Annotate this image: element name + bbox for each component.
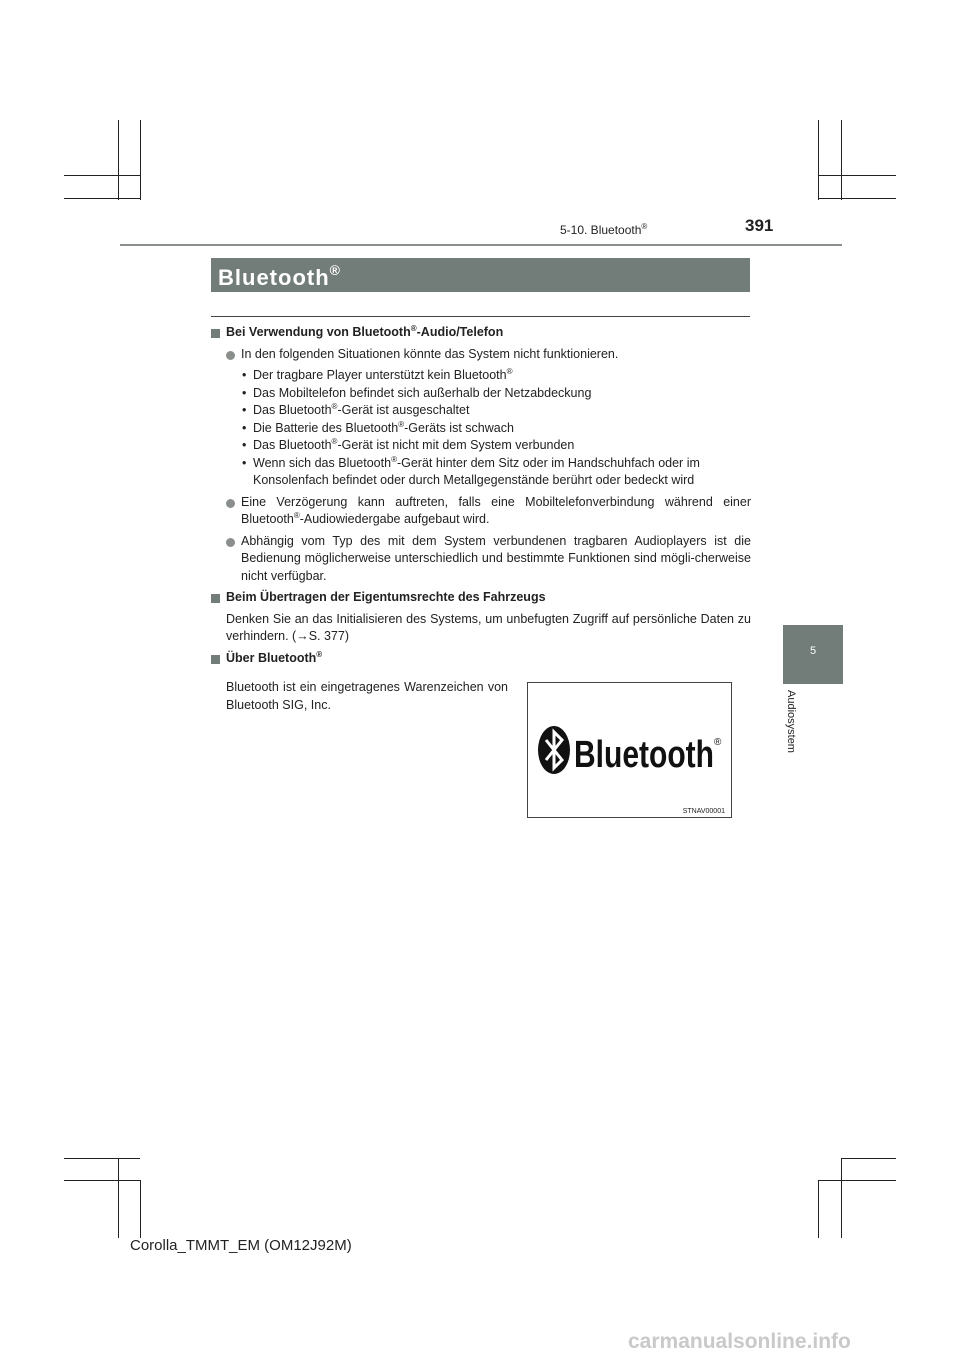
circle-bullet-icon <box>226 499 235 508</box>
square-bullet-icon <box>211 655 220 664</box>
square-bullet-icon <box>211 594 220 603</box>
bluetooth-logo <box>528 683 731 817</box>
crop-mark <box>118 120 119 200</box>
bluetooth-logo-figure <box>527 682 732 818</box>
crop-mark <box>118 1158 119 1238</box>
crop-mark <box>841 1158 842 1238</box>
crop-mark <box>64 1158 140 1159</box>
square-bullet-icon <box>211 329 220 338</box>
header-rule <box>120 244 842 246</box>
bullet-item: Eine Verzögerung kann auftreten, falls eine Mobiltelefonverbindung während einer Bluetooth®-Audiowiedergabe aufgebaut wird. <box>211 494 751 529</box>
bluetooth-logo-reg: ® <box>714 737 722 748</box>
arrow-icon: → <box>296 629 309 643</box>
section-heading-ownership: Beim Übertragen der Eigentumsrechte des Fahrzeugs <box>211 589 751 607</box>
crop-mark <box>64 175 140 176</box>
list-item: • Der tragbare Player unterstützt kein Bluetooth® <box>211 367 751 385</box>
section-heading-usage: Bei Verwendung von Bluetooth®-Audio/Telefon <box>211 324 751 342</box>
chapter-tab[interactable] <box>783 625 843 684</box>
chapter-label: Audiosystem <box>785 690 797 753</box>
ownership-text: Denken Sie an das Initialisieren des Systems, um unbefugten Zugriff auf persönliche Daten zu verhindern. (→S. 377) <box>226 611 751 643</box>
bluetooth-logo-word: Bluetooth <box>574 734 714 776</box>
figure-code: STNAV00001 <box>682 808 725 815</box>
circle-bullet-icon <box>226 351 235 360</box>
crop-mark <box>841 120 842 200</box>
page-reference[interactable]: S. 377) <box>308 629 349 643</box>
chapter-number: 5 <box>809 645 817 657</box>
crop-mark <box>818 120 819 200</box>
list-item: • Das Mobiltelefon befindet sich außerhalb der Netzabdeckung <box>211 385 751 403</box>
crop-mark <box>140 1180 141 1238</box>
page-number: 391 <box>745 216 774 235</box>
running-head: 5-10. Bluetooth® <box>560 222 648 237</box>
list-item: • Das Bluetooth®-Gerät ist ausgeschaltet <box>211 402 751 420</box>
bullet-item: In den folgenden Situationen könnte das System nicht funktionieren. <box>211 346 751 364</box>
banner-rule <box>211 316 750 317</box>
list-item: • Das Bluetooth®-Gerät ist nicht mit dem System verbunden <box>211 437 751 455</box>
section-heading-about: Über Bluetooth® <box>211 650 751 668</box>
crop-mark <box>64 1180 140 1181</box>
watermark: carmanualsonline.info <box>628 1330 851 1353</box>
list-item: • Wenn sich das Bluetooth®-Gerät hinter dem Sitz oder im Handschuhfach oder im Konsolenfach befindet oder durch Metallgegenstände berührt oder bedeckt wird <box>211 455 751 490</box>
bullet-item: Abhängig vom Typ des mit dem System verbundenen tragbaren Audioplayers ist die Bedienung möglicherweise unterschiedlich und bestimmte Funktionen sind mögli-cherweise nicht verfügbar. <box>211 533 751 586</box>
crop-mark <box>140 120 141 200</box>
crop-mark <box>818 1180 819 1238</box>
trademark-text: Bluetooth ist ein eingetragenes Warenzeichen von Bluetooth SIG, Inc. <box>226 680 508 712</box>
footer-doc-id: Corolla_TMMT_EM (OM12J92M) <box>130 1237 352 1254</box>
situation-list <box>211 367 751 490</box>
crop-mark <box>841 1158 896 1159</box>
crop-mark <box>818 1180 896 1181</box>
crop-mark <box>818 175 896 176</box>
main-content <box>211 324 751 671</box>
circle-bullet-icon <box>226 538 235 547</box>
list-item: • Die Batterie des Bluetooth®-Geräts ist schwach <box>211 420 751 438</box>
crop-mark <box>818 198 896 199</box>
section-banner: Bluetooth® <box>211 258 750 292</box>
crop-mark <box>64 198 140 199</box>
